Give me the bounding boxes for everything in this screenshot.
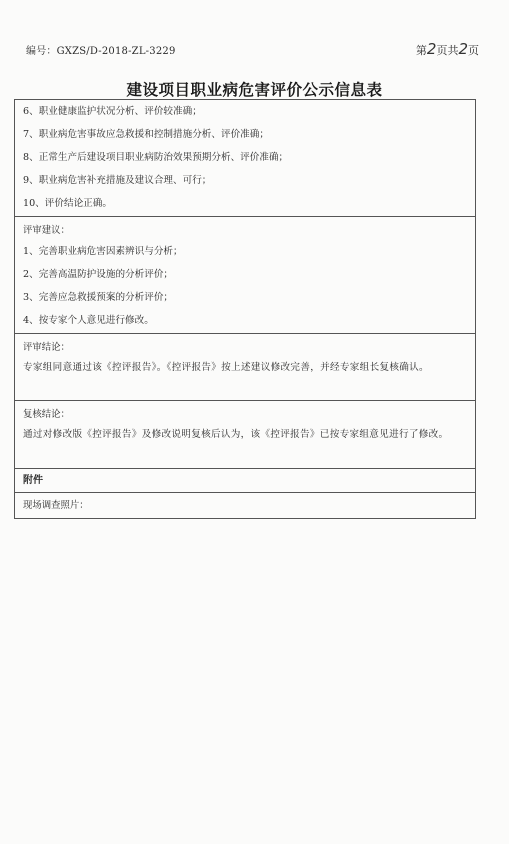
conclusion-section [15,334,475,401]
page-current: 2 [426,40,437,58]
finding-item: 10、评价结论正确。 [23,198,112,209]
page-counter [416,40,479,58]
findings-section [15,100,475,217]
info-table [14,99,476,519]
review-label: 复核结论： [23,409,70,420]
finding-item: 9、职业病危害补充措施及建议合理、可行； [23,175,212,186]
conclusion-text: 专家组同意通过该《控评报告》。《控评报告》按上述建议修改完善，并经专家组长复核确认。 [23,362,429,373]
suggestions-label: 评审建议： [23,225,70,236]
review-text: 通过对修改版《控评报告》及修改说明复核后认为，该《控评报告》已按专家组意见进行了修改。 [23,429,449,440]
page-total: 2 [458,40,468,58]
document-number: 编号：GXZS/D-2018-ZL-3229 [26,46,176,57]
page-prefix: 第 [415,44,427,57]
page-suffix: 页 [468,44,479,57]
photos-label: 现场调查照片： [23,500,89,511]
suggestion-item: 3、完善应急救援预案的分析评价； [23,292,174,303]
review-section [15,401,475,469]
attachment-section [15,469,475,493]
suggestion-item: 2、完善高温防护设施的分析评价； [23,269,174,280]
document-title: 建设项目职业病危害评价公示信息表 [126,80,383,99]
suggestions-section [15,217,475,334]
conclusion-label: 评审结论： [23,342,70,353]
finding-item: 6、职业健康监护状况分析、评价较准确； [23,106,202,117]
suggestion-item: 1、完善职业病危害因素辨识与分析； [23,246,183,257]
finding-item: 8、正常生产后建设项目职业病防治效果预期分析、评价准确； [23,152,289,163]
page-header [26,42,479,60]
suggestion-item: 4、按专家个人意见进行修改。 [23,315,154,326]
page-middle: 页共 [436,44,459,57]
finding-item: 7、职业病危害事故应急救援和控制措施分析、评价准确； [23,129,269,140]
photos-section [15,493,475,518]
attachment-label: 附件 [23,475,43,486]
